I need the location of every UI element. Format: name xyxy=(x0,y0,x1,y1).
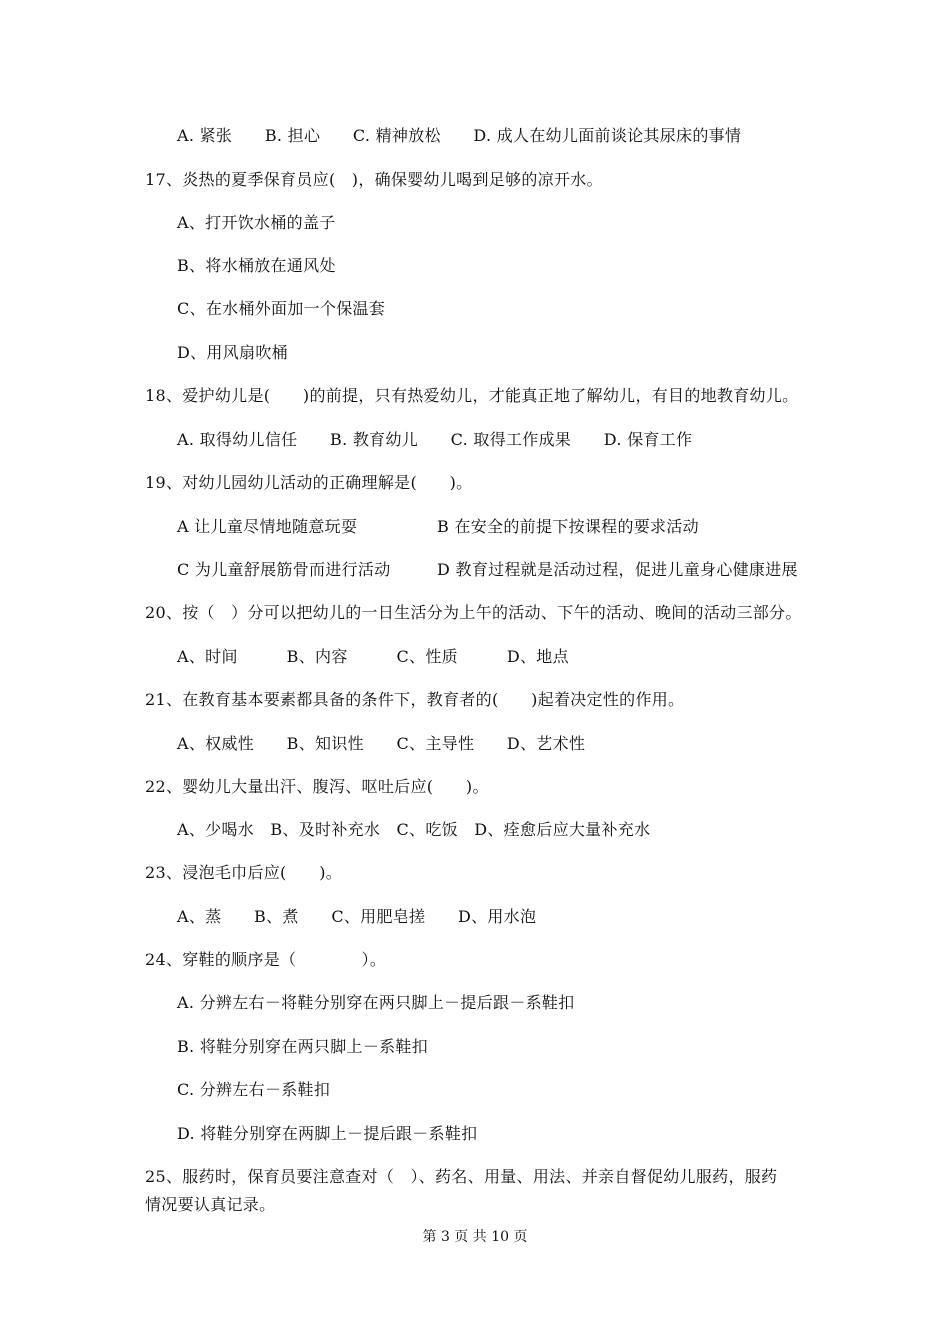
q24-option-a: A. 分辨左右－将鞋分别穿在两只脚上－提后跟－系鞋扣 xyxy=(177,993,575,1012)
q23-options: A、蒸 B、煮 C、用肥皂搓 D、用水泡 xyxy=(177,907,537,926)
q22-options: A、少喝水 B、及时补充水 C、吃饭 D、痊愈后应大量补充水 xyxy=(177,820,651,839)
question-22: 22、婴幼儿大量出汗、腹泻、呕吐后应( )。 xyxy=(145,777,489,796)
question-18: 18、爱护幼儿是( )的前提，只有热爱幼儿，才能真正地了解幼儿，有目的地教育幼儿。 xyxy=(145,386,799,405)
question-17: 17、炎热的夏季保育员应( )，确保婴幼儿喝到足够的凉开水。 xyxy=(145,170,603,189)
q19-option-d: D 教育过程就是活动过程，促进儿童身心健康进展 xyxy=(437,560,798,579)
q17-option-c: C、在水桶外面加一个保温套 xyxy=(177,299,386,318)
page-footer: 第 3 页 共 10 页 xyxy=(422,1229,528,1245)
question-19: 19、对幼儿园幼儿活动的正确理解是( )。 xyxy=(145,473,473,492)
line-q16-options: A. 紧张 B. 担心 C. 精神放松 D. 成人在幼儿面前谈论其尿床的事情 xyxy=(177,126,742,145)
q19-option-b: B 在安全的前提下按课程的要求活动 xyxy=(437,517,699,536)
q24-option-d: D. 将鞋分别穿在两脚上－提后跟－系鞋扣 xyxy=(177,1124,478,1143)
q17-option-d: D、用风扇吹桶 xyxy=(177,343,288,362)
q18-options: A. 取得幼儿信任 B. 教育幼儿 C. 取得工作成果 D. 保育工作 xyxy=(177,430,693,449)
question-23: 23、浸泡毛巾后应( )。 xyxy=(145,863,343,882)
q17-option-a: A、打开饮水桶的盖子 xyxy=(177,213,336,232)
q20-options: A、时间 B、内容 C、性质 D、地点 xyxy=(177,647,569,666)
q24-option-b: B. 将鞋分别穿在两只脚上－系鞋扣 xyxy=(177,1037,429,1056)
q19-option-a: A 让儿童尽情地随意玩耍 xyxy=(177,517,358,536)
question-25-continued: 情况要认真记录。 xyxy=(145,1195,276,1214)
q17-option-b: B、将水桶放在通风处 xyxy=(177,256,336,275)
q19-option-c: C 为儿童舒展筋骨而进行活动 xyxy=(177,560,391,579)
q21-options: A、权威性 B、知识性 C、主导性 D、艺术性 xyxy=(177,734,586,753)
q24-option-c: C. 分辨左右－系鞋扣 xyxy=(177,1080,331,1099)
question-25: 25、服药时，保育员要注意查对（ ）、药名、用量、用法、并亲自督促幼儿服药，服药 xyxy=(145,1167,778,1186)
question-21: 21、在教育基本要素都具备的条件下，教育者的( )起着决定性的作用。 xyxy=(145,690,685,709)
question-20: 20、按（ ）分可以把幼儿的一日生活分为上午的活动、下午的活动、晚间的活动三部分。 xyxy=(145,603,802,622)
question-24: 24、穿鞋的顺序是（ ）。 xyxy=(145,950,387,969)
